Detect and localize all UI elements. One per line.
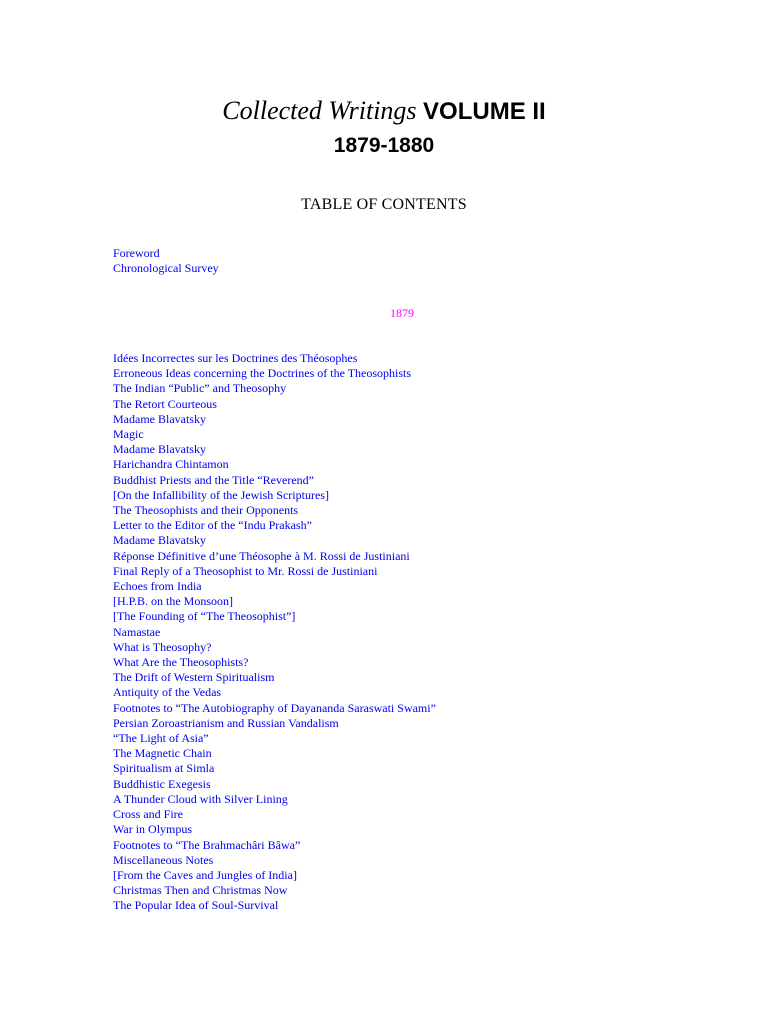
- toc-link-chronological-survey[interactable]: Chronological Survey: [113, 261, 219, 276]
- toc-link[interactable]: Final Reply of a Theosophist to Mr. Rossi de Justiniani: [113, 563, 378, 578]
- toc-link[interactable]: Madame Blavatsky: [113, 442, 206, 457]
- section-year-heading: 1879: [390, 306, 414, 320]
- toc-link[interactable]: Spiritualism at Simla: [113, 761, 215, 776]
- toc-entry-list: [113, 351, 436, 914]
- toc-link[interactable]: Christmas Then and Christmas Now: [113, 883, 288, 898]
- toc-link[interactable]: Persian Zoroastrianism and Russian Vandalism: [113, 715, 339, 730]
- toc-link[interactable]: Madame Blavatsky: [113, 411, 206, 426]
- toc-link[interactable]: Buddhistic Exegesis: [113, 776, 211, 791]
- toc-link[interactable]: Harichandra Chintamon: [113, 457, 229, 472]
- toc-link[interactable]: The Indian “Public” and Theosophy: [113, 381, 287, 396]
- toc-link-foreword[interactable]: Foreword: [113, 246, 160, 260]
- title-volume-part: VOLUME II: [423, 98, 546, 125]
- toc-link[interactable]: Echoes from India: [113, 579, 202, 594]
- toc-link[interactable]: What Are the Theosophists?: [113, 655, 249, 670]
- toc-link[interactable]: [From the Caves and Jungles of India]: [113, 867, 297, 882]
- toc-link[interactable]: Réponse Définitive d’une Théosophe à M. Rossi de Justiniani: [113, 548, 410, 563]
- toc-link[interactable]: The Retort Courteous: [113, 396, 217, 411]
- toc-link[interactable]: The Drift of Western Spiritualism: [113, 670, 275, 685]
- toc-link[interactable]: [H.P.B. on the Monsoon]: [113, 594, 234, 609]
- front-matter-list: [113, 246, 219, 276]
- toc-link[interactable]: The Theosophists and their Opponents: [113, 503, 299, 518]
- toc-link[interactable]: The Popular Idea of Soul-Survival: [113, 898, 279, 913]
- toc-link[interactable]: Buddhist Priests and the Title “Reverend”: [113, 472, 314, 487]
- toc-link[interactable]: Miscellaneous Notes: [113, 852, 214, 867]
- toc-link[interactable]: Idées Incorrectes sur les Doctrines des Théosophes: [113, 351, 358, 365]
- toc-link[interactable]: “The Light of Asia”: [113, 731, 209, 746]
- toc-link[interactable]: Cross and Fire: [113, 807, 183, 822]
- volume-years: 1879-1880: [333, 134, 435, 157]
- toc-link[interactable]: What is Theosophy?: [113, 639, 212, 654]
- toc-link[interactable]: Magic: [113, 427, 144, 442]
- toc-link[interactable]: Footnotes to “The Brahmachâri Bâwa”: [113, 837, 301, 852]
- toc-link[interactable]: [On the Infallibility of the Jewish Scriptures]: [113, 487, 329, 502]
- toc-link[interactable]: Antiquity of the Vedas: [113, 685, 222, 700]
- toc-link[interactable]: Erroneous Ideas concerning the Doctrines of the Theosophists: [113, 366, 412, 381]
- toc-link[interactable]: A Thunder Cloud with Silver Lining: [113, 791, 288, 806]
- toc-link[interactable]: War in Olympus: [113, 822, 193, 837]
- toc-link[interactable]: Letter to the Editor of the “Indu Prakash”: [113, 518, 312, 533]
- toc-link[interactable]: Namastae: [113, 624, 161, 639]
- toc-heading: TABLE OF CONTENTS: [301, 196, 467, 213]
- toc-link[interactable]: [The Founding of “The Theosophist”]: [113, 609, 296, 624]
- toc-link[interactable]: Footnotes to “The Autobiography of Dayananda Saraswati Swami”: [113, 700, 436, 715]
- toc-link[interactable]: The Magnetic Chain: [113, 746, 212, 761]
- toc-link[interactable]: Madame Blavatsky: [113, 533, 206, 548]
- title-italic-part: Collected Writings: [222, 96, 417, 125]
- document-title: [0, 94, 768, 129]
